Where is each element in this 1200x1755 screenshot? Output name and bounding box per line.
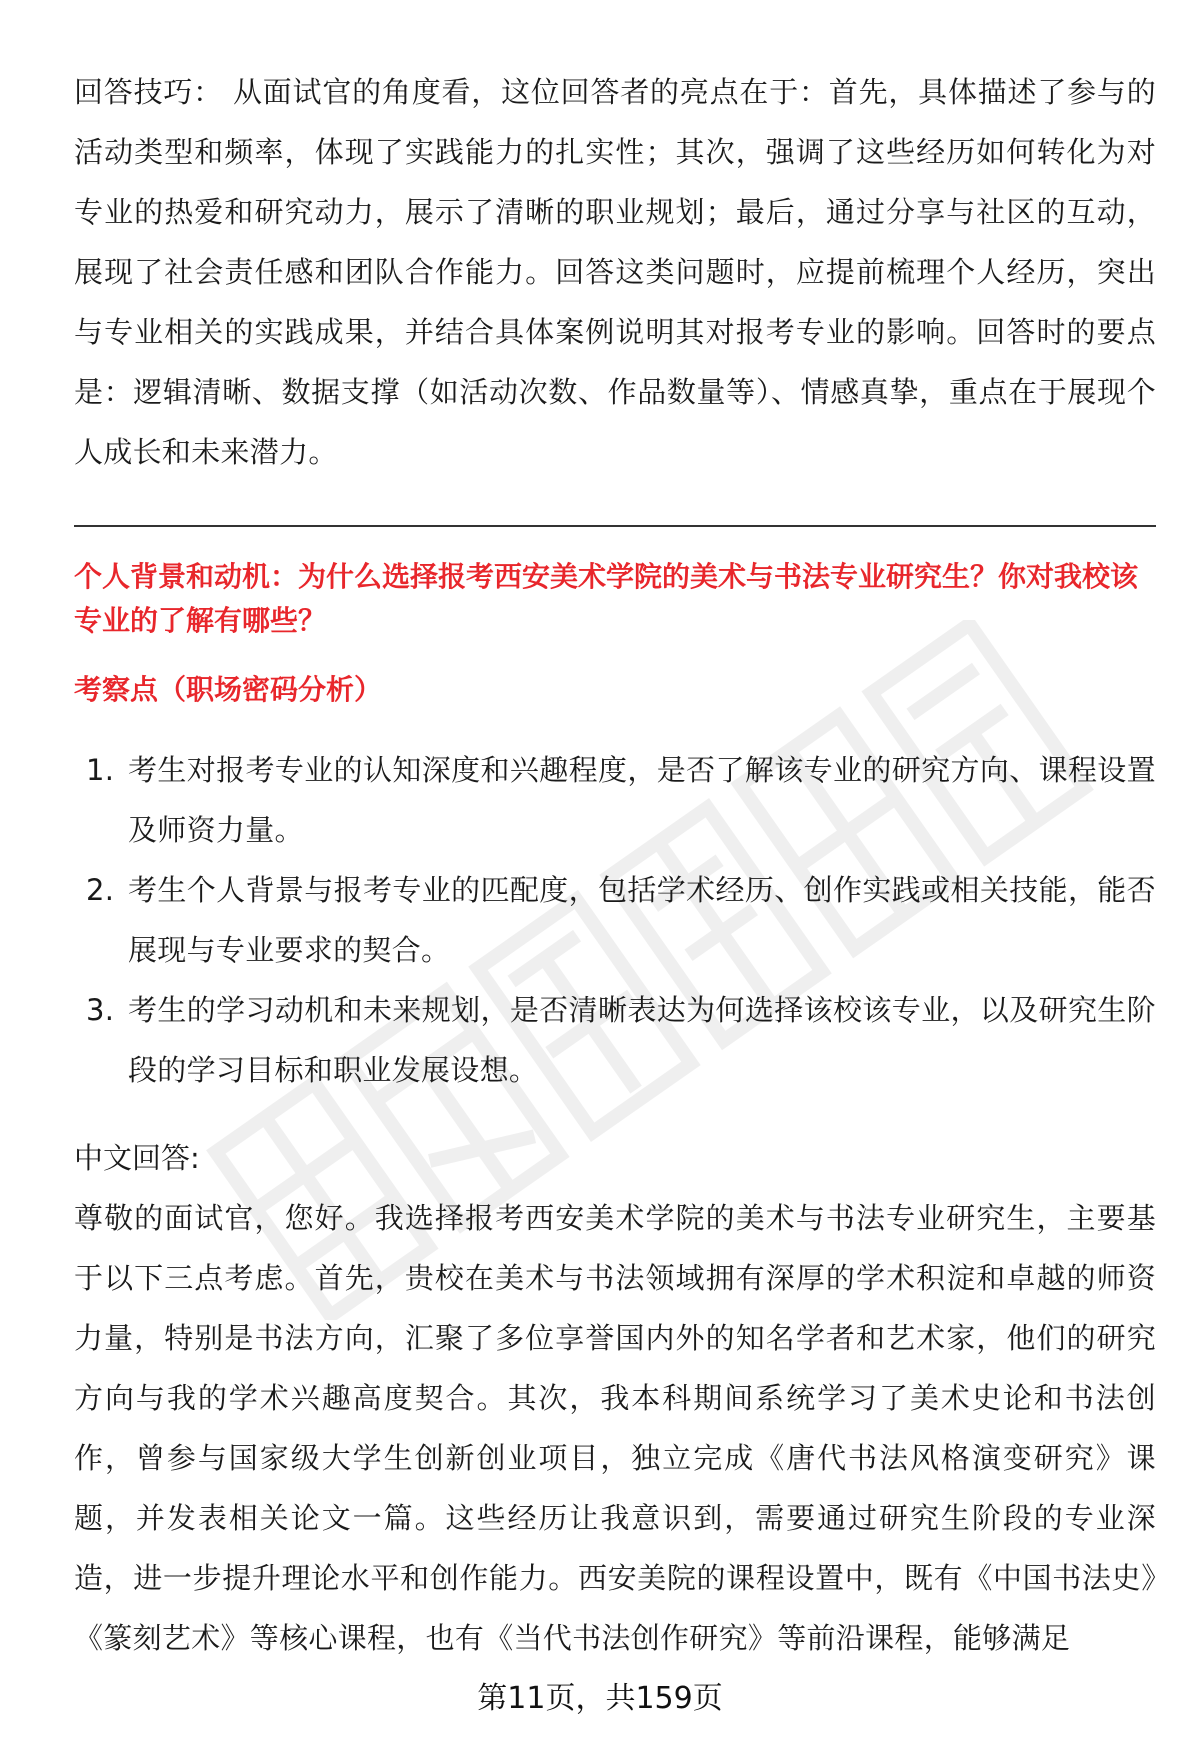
page-number: 第11页，共159页 [477, 1681, 723, 1716]
points-list [74, 740, 1156, 1100]
list-item [74, 980, 1156, 1100]
section-question: 个人背景和动机：为什么选择报考西安美术学院的美术与书法专业研究生？你对我校该专业的了解有哪些？ [74, 560, 1139, 637]
list-item [74, 860, 1156, 980]
list-item [74, 740, 1156, 860]
answer-paragraph: 尊敬的面试官，您好。我选择报考西安美术学院的美术与书法专业研究生，主要基于以下三点考虑。首先，贵校在美术与书法领域拥有深厚的学术积淀和卓越的师资力量，特别是书法方向，汇聚了多位享誉国内外的知名学者和艺术家，他们的研究方向与我的学术兴趣高度契合。其次，我本科期间系统学习了美术史论和书法创作，曾参与国家级大学生创新创业项目，独立完成《唐代书法风格演变研究》课题，并发表相关论文一篇。这些经历让我意识到，需要通过研究生阶段的专业深造，进一步提升理论水平和创作能力。西安美院的课程设置中，既有《中国书法史》《篆刻艺术》等核心课程，也有《当代书法创作研究》等前沿课程，能够满足 [74, 1201, 1156, 1655]
list-item-number: 3. [86, 993, 115, 1027]
intro-block [74, 62, 1156, 482]
list-item-text: 考生的学习动机和未来规划，是否清晰表达为何选择该校该专业，以及研究生阶段的学习目标和职业发展设想。 [128, 993, 1156, 1087]
list-item-number: 1. [86, 753, 115, 787]
list-item-text: 考生个人背景与报考专业的匹配度，包括学术经历、创作实践或相关技能，能否展现与专业要求的契合。 [128, 873, 1156, 967]
section-divider [74, 525, 1156, 527]
list-item-number: 2. [86, 873, 115, 907]
intro-paragraph: 回答技巧： 从面试官的角度看，这位回答者的亮点在于：首先，具体描述了参与的活动类型和频率，体现了实践能力的扎实性；其次，强调了这些经历如何转化为对专业的热爱和研究动力，展示了清晰的职业规划；最后，通过分享与社区的互动，展现了社会责任感和团队合作能力。回答这类问题时，应提前梳理个人经历，突出与专业相关的实践成果，并结合具体案例说明其对报考专业的影响。回答时的要点是：逻辑清晰、数据支撑（如活动次数、作品数量等）、情感真挚，重点在于展现个人成长和未来潜力。 [74, 75, 1156, 469]
list-item-text: 考生对报考专业的认知深度和兴趣程度，是否了解该专业的研究方向、课程设置及师资力量。 [128, 753, 1156, 847]
section-subhead: 考察点（职场密码分析） [74, 673, 383, 706]
answer-label: 中文回答: [74, 1141, 200, 1175]
